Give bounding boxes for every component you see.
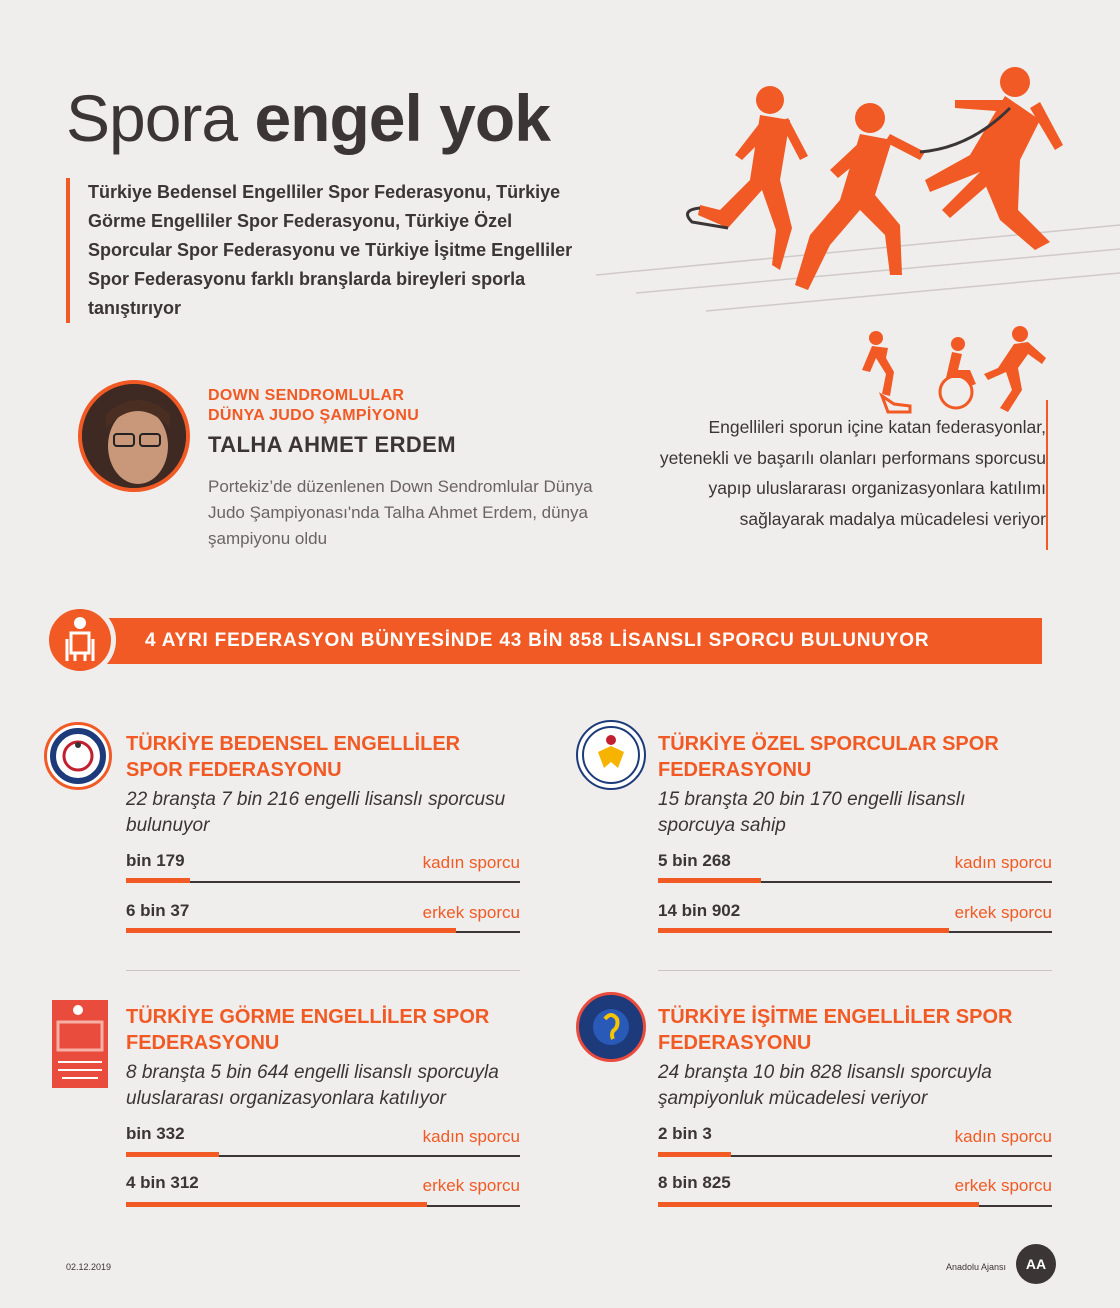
fed-4-men-label: erkek sporcu (954, 1176, 1052, 1195)
fed-3-title: TÜRKİYE GÖRME ENGELLİLER SPOR FEDERASYONU (126, 1006, 490, 1054)
fed-1-women-value: bin 179 (126, 851, 185, 870)
divider-right (658, 970, 1052, 971)
fed-1-women-label: kadın sporcu (422, 853, 520, 872)
title-light: Spora (66, 81, 238, 155)
fed-2-men-label: erkek sporcu (954, 903, 1052, 922)
footer-source: Anadolu Ajansı (946, 1262, 1007, 1272)
runner-2-head (855, 103, 885, 133)
summary-banner-text: 4 AYRI FEDERASYON BÜNYESİNDE 43 BİN 858 LİSANSLI SPORCU BULUNUYOR (145, 630, 930, 651)
athlete-name: TALHA AHMET ERDEM (208, 432, 456, 457)
fed-3-men-track (126, 1205, 520, 1207)
runner-3-head (1000, 67, 1030, 97)
intro-text: Türkiye Bedensel Engelliler Spor Federasyonu, Türkiye Görme Engelliler Spor Federasyonu, Türkiye Özel Sporcular Spor Federasyonu ve Türkiye İşitme Engelliler Spor Federasyonu farklı branşlarda bireyleri sporla tanıştırıyor (66, 178, 586, 323)
fed-1-men-label: erkek sporcu (422, 903, 520, 922)
fed-4-men-bar (658, 1202, 979, 1207)
fed-3-logo (52, 1000, 108, 1088)
aa-logo-icon (1016, 1244, 1056, 1284)
fed-4-women-label: kadın sporcu (954, 1127, 1052, 1146)
fed-1-logo (44, 722, 112, 790)
fed-4-desc: 24 branşta 10 bin 828 lisanslı sporcuyla şampiyonluk mücadelesi veriyor (658, 1062, 992, 1109)
fed-3-men-bar (126, 1202, 427, 1207)
fed-4-women-bar (658, 1152, 731, 1157)
runner-1-head (756, 86, 784, 114)
fed-2-men-track (658, 931, 1052, 933)
fed-4-title: TÜRKİYE İŞİTME ENGELLİLER SPOR FEDERASYONU (658, 1006, 1013, 1054)
fed-1-men-value: 6 bin 37 (126, 901, 190, 920)
fed-1-desc: 22 branşta 7 bin 216 engelli lisanslı sporcusu bulunuyor (126, 789, 506, 836)
fed-3-women-label: kadın sporcu (422, 1127, 520, 1146)
fed-2-women-value: 5 bin 268 (658, 851, 731, 870)
fed-4-logo (576, 992, 646, 1062)
athlete-subtitle-line1: DOWN SENDROMLULAR (208, 387, 405, 404)
fed-4-women-value: 2 bin 3 (658, 1124, 712, 1143)
runner-1-body (698, 115, 792, 270)
fed-2-men-value: 14 bin 902 (658, 901, 741, 920)
athlete-subtitle-line2: DÜNYA JUDO ŞAMPİYONU (208, 407, 420, 424)
footer-date: 02.12.2019 (66, 1262, 112, 1272)
divider-left (126, 970, 520, 971)
fed-3-men-value: 4 bin 312 (126, 1173, 199, 1192)
page-title (66, 78, 550, 158)
fed-3-women-bar (126, 1152, 219, 1157)
fed-4-men-value: 8 bin 825 (658, 1173, 731, 1192)
runner-3-body (925, 96, 1050, 250)
athlete-text: Portekiz’de düzenlenen Down Sendromlular Dünya Judo Şampiyonası'nda Talha Ahmet Erdem, dünya şampiyonu oldu (208, 477, 593, 548)
fed-1-women-track (126, 881, 520, 883)
fed-3-women-track (126, 1155, 520, 1157)
fed-2-title: TÜRKİYE ÖZEL SPORCULAR SPOR FEDERASYONU (658, 733, 999, 781)
fed-1-men-bar (126, 928, 456, 933)
federations-note-accent (1046, 400, 1048, 550)
runners-illustration (680, 60, 1100, 305)
fed-2-men-bar (658, 928, 949, 933)
athlete-photo (78, 380, 190, 492)
federations-note: Engellileri sporun içine katan federasyonlar, yetenekli ve başarılı olanları performans sporcusu yapıp uluslararası organizasyonlara katılımı sağlayarak madalya mücadelesi veriyor (659, 417, 1046, 529)
aa-logo-text: AA (1025, 1256, 1047, 1272)
fed-4-men-track (658, 1205, 1052, 1207)
fed-3-men-label: erkek sporcu (422, 1176, 520, 1195)
fed-3-desc: 8 branşta 5 bin 644 engelli lisanslı sporcuyla uluslararası organizasyonlara katılıyor (126, 1062, 499, 1109)
athlete-subtitle (208, 386, 419, 426)
fed-4-women-track (658, 1155, 1052, 1157)
fed-2-desc: 15 branşta 20 bin 170 engelli lisanslı sporcuya sahip (658, 789, 966, 836)
fed-2-women-track (658, 881, 1052, 883)
fed-2-logo (576, 720, 646, 790)
athlete-portrait (82, 384, 186, 488)
fed-2-women-bar (658, 878, 761, 883)
fed-3-women-value: bin 332 (126, 1124, 185, 1143)
para-athletes-icons (858, 322, 1048, 414)
title-bold: engel yok (254, 81, 550, 155)
wheelchair-icon (44, 604, 116, 676)
fed-2-women-label: kadın sporcu (954, 853, 1052, 872)
fed-1-women-bar (126, 878, 190, 883)
fed-1-title: TÜRKİYE BEDENSEL ENGELLİLER SPOR FEDERASYONU (126, 733, 461, 781)
fed-1-men-track (126, 931, 520, 933)
